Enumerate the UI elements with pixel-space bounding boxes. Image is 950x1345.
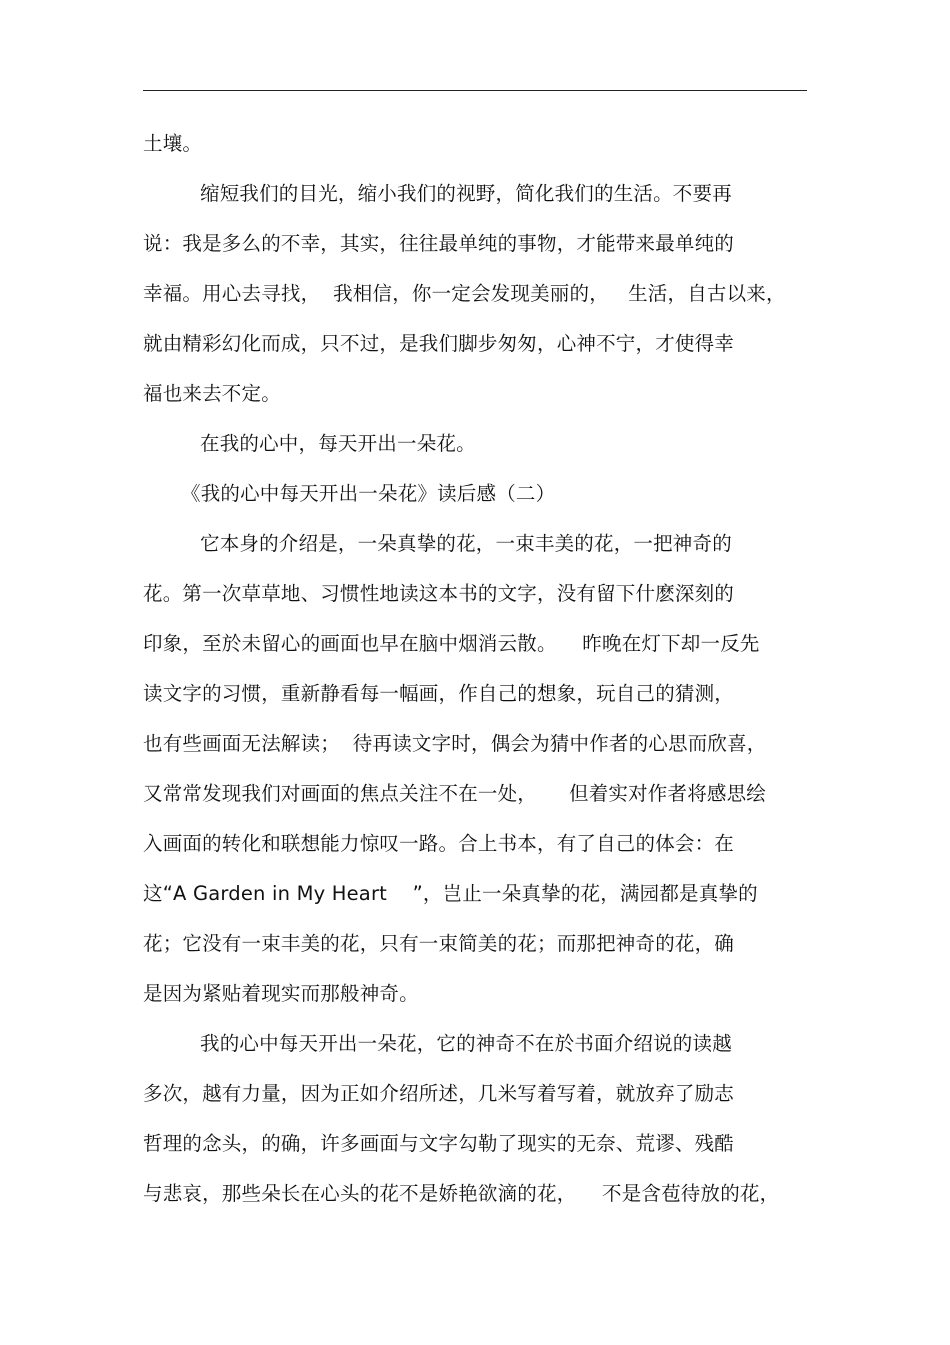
text-line: 我的心中每天开出一朵花，它的神奇不在於书面介绍说的读越 (200, 1032, 732, 1055)
text-line: 是因为紧贴着现实而那般神奇。 (143, 982, 419, 1005)
text-line: 缩短我们的目光，缩小我们的视野，简化我们的生活。不要再 (200, 182, 732, 205)
text-line: 说：我是多么的不幸，其实，往往最单纯的事物，才能带来最单纯的 (143, 232, 735, 255)
text-line: 多次，越有力量，因为正如介绍所述，几米写着写着，就放弃了励志 (143, 1082, 735, 1105)
text-line: 这“A Garden in My Heart ”，岂止一朵真挚的花，满园都是真挚的 (143, 882, 758, 905)
header-rule (143, 90, 807, 91)
text-line: 就由精彩幻化而成，只不过，是我们脚步匆匆，心神不宁，才使得幸 (143, 332, 735, 355)
text-line: 花。第一次草草地、习惯性地读这本书的文字，没有留下什麽深刻的 (143, 582, 735, 605)
text-line: 也有些画面无法解读； 待再读文字时，偶会为猜中作者的心思而欣喜， (143, 732, 767, 755)
text-line: 在我的心中，每天开出一朵花。 (200, 432, 476, 455)
text-line: 印象，至於未留心的画面也早在脑中烟消云散。 昨晚在灯下却一反先 (143, 632, 760, 655)
text-line: 哲理的念头，的确，许多画面与文字勾勒了现实的无奈、荒谬、残酷 (143, 1132, 735, 1155)
text-line: 与悲哀，那些朵长在心头的花不是娇艳欲滴的花， 不是含苞待放的花， (143, 1182, 780, 1205)
text-line: 读文字的习惯，重新静看每一幅画，作自己的想象，玩自己的猜测， (143, 682, 735, 705)
text-line: 它本身的介绍是，一朵真挚的花，一束丰美的花，一把神奇的 (200, 532, 732, 555)
text-line: 入画面的转化和联想能力惊叹一路。合上书本，有了自己的体会：在 (143, 832, 735, 855)
text-line: 花；它没有一束丰美的花，只有一束简美的花；而那把神奇的花，确 (143, 932, 735, 955)
text-line: 土壤。 (143, 132, 203, 155)
text-line: 又常常发现我们对画面的焦点关注不在一处， 但着实对作者将感思绘 (143, 782, 766, 805)
section-title: 《我的心中每天开出一朵花》读后感（二） (181, 482, 556, 505)
text-line: 幸福。用心去寻找， 我相信，你一定会发现美丽的， 生活，自古以来， (143, 282, 786, 305)
text-line: 福也来去不定。 (143, 382, 281, 405)
